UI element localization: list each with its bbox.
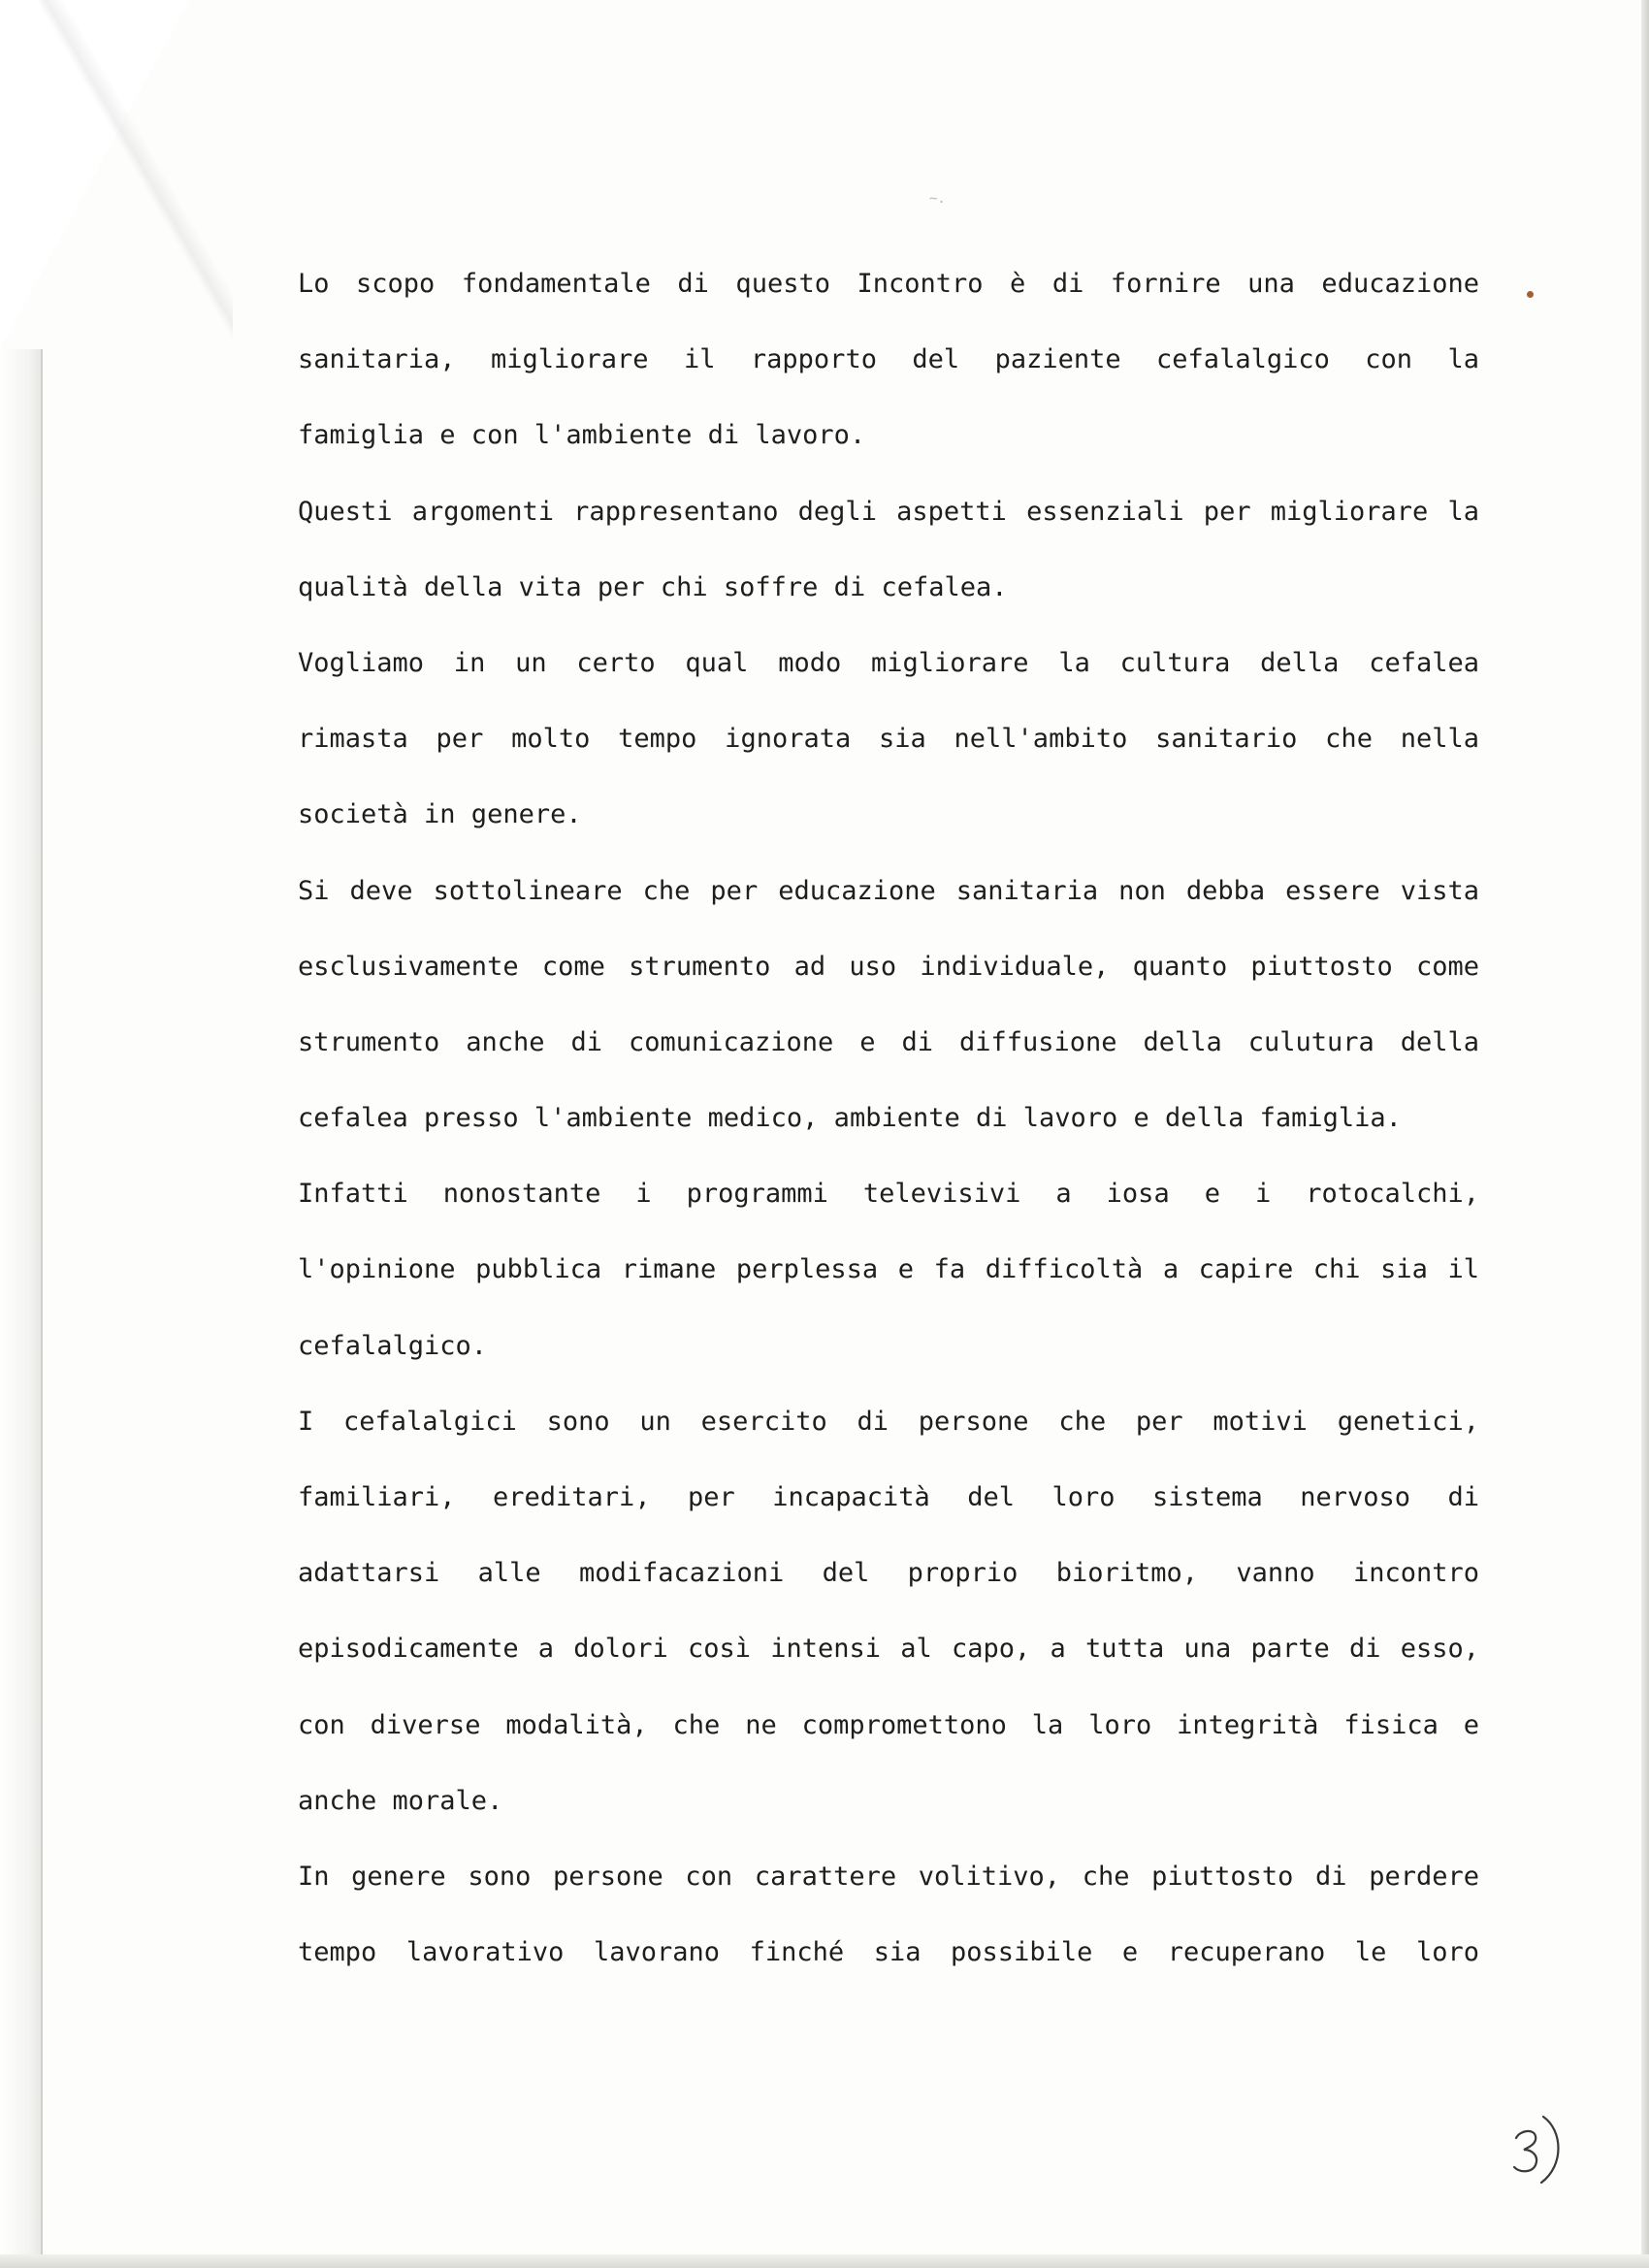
text-line: cefalea presso l'ambiente medico, ambiente di lavoro e della famiglia. [298, 1103, 1402, 1134]
text-line: strumento anche di comunicazione e di diffusione della culutura della [298, 1026, 1479, 1057]
typed-body-text [298, 246, 1479, 1991]
text-line: sanitaria, migliorare il rapporto del paziente cefalalgico con la [298, 344, 1479, 375]
text-line: con diverse modalità, che ne compromettono la loro integrità fisica e [298, 1709, 1479, 1740]
text-line: esclusivamente come strumento ad uso individuale, quanto piuttosto come [298, 951, 1479, 982]
text-line: Lo scopo fondamentale di questo Incontro è di fornire una educazione [298, 269, 1479, 299]
ink-smudge: ~. [929, 191, 946, 207]
scan-bottom-edge [0, 2254, 1649, 2268]
text-line: Si deve sottolineare che per educazione sanitaria non debba essere vista [298, 875, 1479, 906]
stain-dot [1527, 291, 1534, 298]
folded-corner [0, 0, 189, 349]
text-line: episodicamente a dolori così intensi al capo, a tutta una parte di esso, [298, 1634, 1479, 1665]
text-line: familiari, ereditari, per incapacità del loro sistema nervoso di [298, 1482, 1479, 1512]
text-line: I cefalalgici sono un esercito di persone che per motivi genetici, [298, 1406, 1479, 1437]
text-line: adattarsi alle modifacazioni del proprio bioritmo, vanno incontro [298, 1558, 1479, 1589]
text-line: Vogliamo in un certo qual modo migliorare la cultura della cefalea [298, 647, 1479, 678]
text-line: società in genere. [298, 799, 582, 830]
page-left-edge [0, 349, 43, 2268]
text-line: cefalalgico. [298, 1330, 488, 1361]
text-line: Questi argomenti rappresentano degli aspetti essenziali per migliorare la [298, 496, 1479, 527]
text-line: tempo lavorativo lavorano finché sia possibile e recuperano le loro [298, 1937, 1479, 1968]
text-line: famiglia e con l'ambiente di lavoro. [298, 420, 866, 451]
text-line: qualità della vita per chi soffre di cefalea. [298, 571, 1008, 602]
page-right-edge [1641, 0, 1649, 2268]
text-line: rimasta per molto tempo ignorata sia nell'ambito sanitario che nella [298, 724, 1479, 755]
text-line: In genere sono persone con carattere volitivo, che piuttosto di perdere [298, 1861, 1479, 1892]
text-line: l'opinione pubblica rimane perplessa e fa difficoltà a capire chi sia il [298, 1254, 1479, 1285]
text-line: Infatti nonostante i programmi televisivi a iosa e i rotocalchi, [298, 1179, 1479, 1210]
handwritten-page-number [1508, 2111, 1567, 2188]
text-line: anche morale. [298, 1785, 503, 1816]
